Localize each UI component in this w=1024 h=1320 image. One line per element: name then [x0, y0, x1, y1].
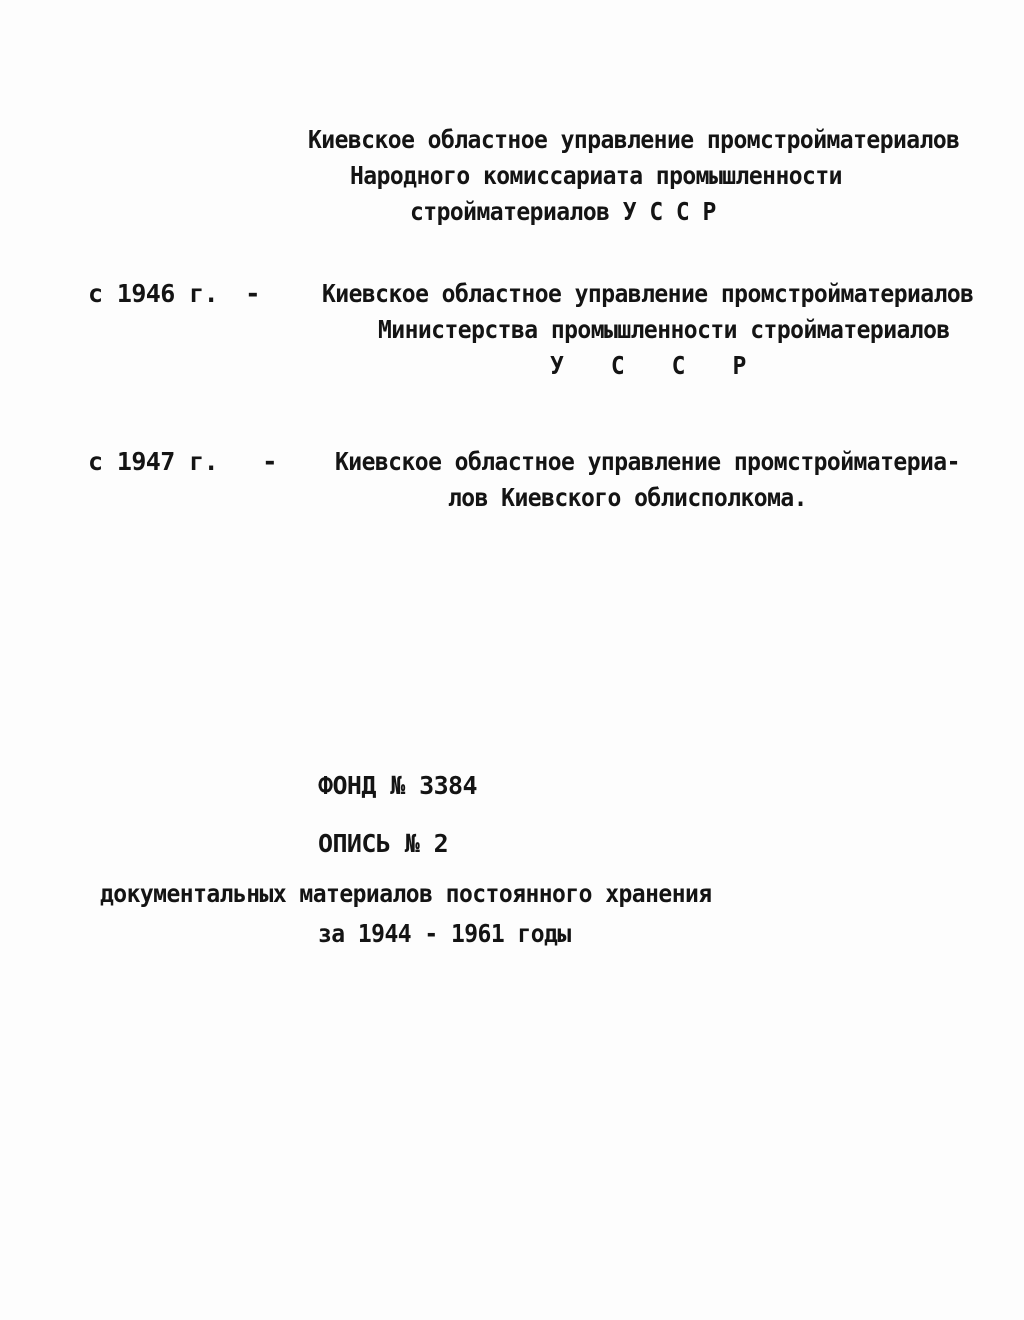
description-line-1: документальных материалов постоянного хранения: [100, 879, 712, 908]
entry-line-3: У С С Р: [550, 351, 763, 380]
entry-date: с 1946 г.: [88, 279, 219, 308]
header-line-3: стройматериалов У С С Р: [410, 197, 716, 226]
entry-date: с 1947 г.: [88, 447, 219, 476]
opis-number: ОПИСЬ № 2: [318, 829, 449, 858]
fond-number: ФОНД № 3384: [318, 771, 477, 800]
entry-dash: -: [262, 447, 278, 477]
description-line-2: за 1944 - 1961 годы: [318, 919, 571, 948]
entry-line-1: Киевское областное управление промстройматериалов: [322, 279, 974, 308]
header-line-1: Киевское областное управление промстройматериалов: [308, 125, 960, 154]
entry-line-2: лов Киевского облисполкома.: [448, 483, 807, 512]
entry-dash: -: [245, 279, 261, 309]
header-line-2: Народного комиссариата промышленности: [350, 161, 842, 190]
entry-line-2: Министерства промышленности стройматериалов: [378, 315, 950, 344]
entry-line-1: Киевское областное управление промстройматериа-: [335, 447, 960, 476]
